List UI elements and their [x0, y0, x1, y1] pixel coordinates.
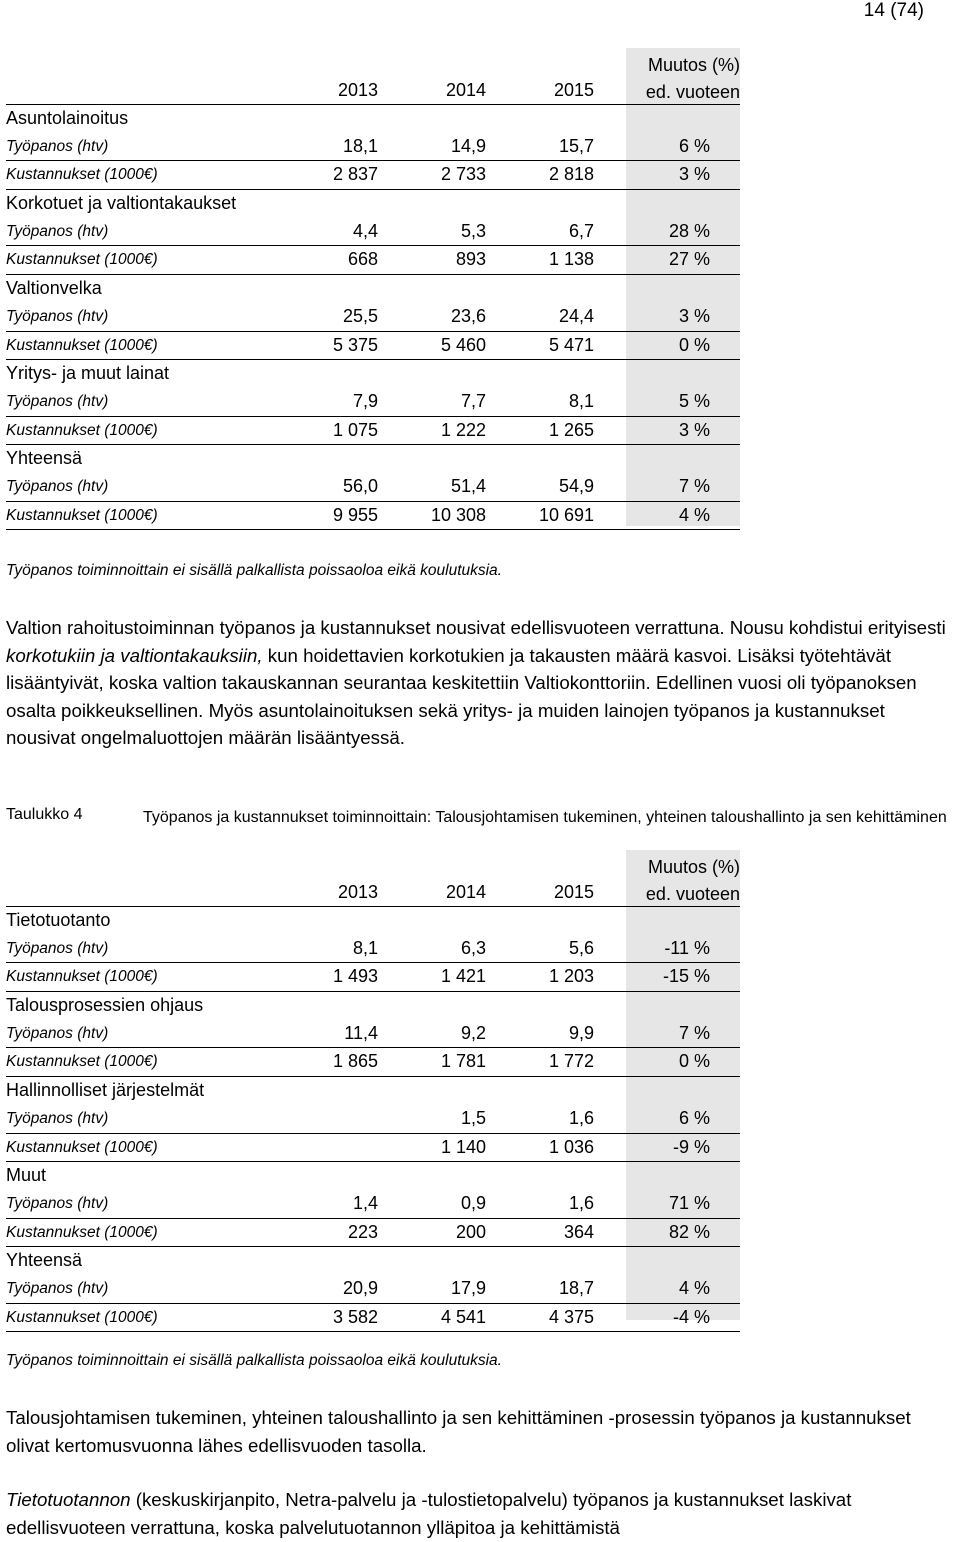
- value-2015: 24,4: [558, 305, 594, 326]
- value-2014: 10 308: [430, 504, 486, 525]
- table-row: [6, 1134, 740, 1163]
- value-2015: 4 375: [548, 1306, 594, 1327]
- table-row: [6, 502, 740, 531]
- category-row: [6, 275, 740, 303]
- value-2013: 56,0: [342, 475, 378, 496]
- value-2014: 0,9: [460, 1192, 486, 1213]
- value-2014: 17,9: [450, 1277, 486, 1298]
- year-2015-header: 2015: [553, 80, 594, 100]
- table-row: [6, 161, 740, 190]
- category-label: Talousprosessien ohjaus: [6, 995, 204, 1016]
- value-2014: 1 140: [440, 1136, 486, 1157]
- change-value: 0 %: [678, 334, 710, 355]
- change-value: 27 %: [668, 249, 710, 270]
- row-label: Kustannukset (1000€): [6, 166, 158, 184]
- row-label: Työpanos (htv): [6, 392, 109, 410]
- table-row: [6, 246, 740, 275]
- category-row: [6, 360, 740, 388]
- value-2015: 1 203: [548, 966, 594, 987]
- row-label: Työpanos (htv): [6, 137, 109, 155]
- category-label: Korkotuet ja valtiontakaukset: [6, 193, 237, 214]
- paragraph-3-italic: Tietotuotannon: [6, 1489, 131, 1510]
- value-2015: 1 265: [548, 419, 594, 440]
- value-2014: 2 733: [440, 164, 486, 185]
- year-2013-header: 2013: [337, 882, 378, 902]
- table-4-label: Taulukko 4: [6, 806, 83, 823]
- year-2014-header: 2014: [445, 80, 486, 100]
- paragraph-1-text: Valtion rahoitustoiminnan työpanos ja kustannukset nousivat edellisvuoteen verrattuna. Nousu kohdistui erityisesti: [6, 617, 946, 638]
- value-2014: 7,7: [460, 390, 486, 411]
- value-2013: 5 375: [332, 334, 378, 355]
- value-2013: 223: [347, 1221, 378, 1242]
- table-body: [6, 105, 740, 530]
- row-label: Kustannukset (1000€): [6, 1053, 158, 1071]
- category-label: Yritys- ja muut lainat: [6, 363, 170, 384]
- table-header: [6, 850, 740, 907]
- row-label: Työpanos (htv): [6, 1024, 109, 1042]
- value-2013: 1,4: [352, 1192, 378, 1213]
- year-2014-header: 2014: [445, 882, 486, 902]
- category-row: [6, 1077, 740, 1105]
- value-2013: 1 493: [332, 966, 378, 987]
- value-2014: 6,3: [460, 937, 486, 958]
- value-2014: 1 222: [440, 419, 486, 440]
- row-label: Kustannukset (1000€): [6, 1308, 158, 1326]
- value-2014: 200: [455, 1221, 486, 1242]
- value-2015: 2 818: [548, 164, 594, 185]
- table-row: [6, 935, 740, 964]
- category-label: Hallinnolliset järjestelmät: [6, 1080, 205, 1101]
- value-2013: 2 837: [332, 164, 378, 185]
- row-label: Kustannukset (1000€): [6, 968, 158, 986]
- value-2014: 51,4: [450, 475, 486, 496]
- table-row: [6, 1105, 740, 1134]
- table-row: [6, 1219, 740, 1248]
- row-label: Kustannukset (1000€): [6, 421, 158, 439]
- value-2013: 668: [347, 249, 378, 270]
- value-2015: 5 471: [548, 334, 594, 355]
- change-header: [624, 52, 740, 106]
- category-label: Yhteensä: [6, 448, 83, 469]
- change-value: 7 %: [678, 475, 710, 496]
- value-2015: 10 691: [538, 504, 594, 525]
- change-header: [624, 854, 740, 908]
- change-value: 6 %: [678, 135, 710, 156]
- value-2014: 893: [455, 249, 486, 270]
- table-row: [6, 1048, 740, 1077]
- value-2015: 1,6: [568, 1107, 594, 1128]
- change-value: -4 %: [672, 1306, 710, 1327]
- change-header-line2: ed. vuoteen: [645, 884, 740, 904]
- category-row: [6, 1162, 740, 1190]
- change-value: 6 %: [678, 1107, 710, 1128]
- year-2013-header: 2013: [337, 80, 378, 100]
- row-label: Työpanos (htv): [6, 1109, 109, 1127]
- table-4-note: Työpanos toiminnoittain ei sisällä palkallista poissaoloa eikä koulutuksia.: [6, 1352, 502, 1369]
- table-row: [6, 417, 740, 446]
- category-row: [6, 1247, 740, 1275]
- table-row: [6, 388, 740, 417]
- table-row: [6, 963, 740, 992]
- paragraph-3-text: (keskuskirjanpito, Netra-palvelu ja -tulostietopalvelu) työpanos ja kustannukset laskivat edellisvuoteen verrattuna, koska palvelutuotannon ylläpitoa ja kehittämistä: [6, 1489, 852, 1538]
- table-row: [6, 1190, 740, 1219]
- row-label: Työpanos (htv): [6, 222, 109, 240]
- category-label: Muut: [6, 1165, 47, 1186]
- change-value: -15 %: [662, 966, 710, 987]
- change-value: -11 %: [664, 937, 710, 958]
- row-label: Työpanos (htv): [6, 1279, 109, 1297]
- paragraph-2: Talousjohtamisen tukeminen, yhteinen taloushallinto ja sen kehittäminen -prosessin työpanos ja kustannukset olivat kertomusvuonna lähes edellisvuoden tasolla.: [6, 1407, 911, 1456]
- row-label: Työpanos (htv): [6, 307, 109, 325]
- value-2014: 1 421: [440, 966, 486, 987]
- paragraph-3: [6, 1486, 956, 1541]
- table-body: [6, 907, 740, 1332]
- value-2015: 364: [563, 1221, 594, 1242]
- value-2015: 54,9: [558, 475, 594, 496]
- table-4-caption: Työpanos ja kustannukset toiminnoittain: Talousjohtamisen tukeminen, yhteinen taloushallinto ja sen kehittäminen: [143, 809, 947, 826]
- category-row: [6, 992, 740, 1020]
- value-2014: 5 460: [440, 334, 486, 355]
- value-2014: 23,6: [450, 305, 486, 326]
- category-row: [6, 105, 740, 133]
- table-row: [6, 303, 740, 332]
- row-label: Kustannukset (1000€): [6, 1223, 158, 1241]
- change-value: 3 %: [678, 164, 710, 185]
- change-value: 4 %: [678, 504, 710, 525]
- table-row: [6, 1020, 740, 1049]
- value-2014: 1 781: [440, 1051, 486, 1072]
- page-number: 14 (74): [863, 0, 924, 21]
- table-1: [6, 48, 740, 530]
- change-value: 28 %: [668, 220, 710, 241]
- row-label: Työpanos (htv): [6, 477, 109, 495]
- value-2013: 20,9: [342, 1277, 378, 1298]
- change-value: 7 %: [678, 1022, 710, 1043]
- value-2015: 1 138: [548, 249, 594, 270]
- change-value: 3 %: [678, 419, 710, 440]
- table-row: [6, 1275, 740, 1304]
- value-2015: 5,6: [568, 937, 594, 958]
- value-2013: 1 865: [332, 1051, 378, 1072]
- value-2015: 6,7: [568, 220, 594, 241]
- value-2013: 7,9: [352, 390, 378, 411]
- value-2013: 1 075: [332, 419, 378, 440]
- row-label: Kustannukset (1000€): [6, 506, 158, 524]
- value-2014: 1,5: [460, 1107, 486, 1128]
- year-2015-header: 2015: [553, 882, 594, 902]
- value-2015: 15,7: [558, 135, 594, 156]
- table-1-note: Työpanos toiminnoittain ei sisällä palkallista poissaoloa eikä koulutuksia.: [6, 562, 502, 579]
- row-label: Kustannukset (1000€): [6, 251, 158, 269]
- category-row: [6, 190, 740, 218]
- row-label: Kustannukset (1000€): [6, 336, 158, 354]
- row-label: Työpanos (htv): [6, 939, 109, 957]
- value-2013: 8,1: [352, 937, 378, 958]
- value-2014: 9,2: [460, 1022, 486, 1043]
- category-label: Tietotuotanto: [6, 910, 111, 930]
- table-row: [6, 218, 740, 247]
- table-row: [6, 133, 740, 162]
- row-label: Kustannukset (1000€): [6, 1138, 158, 1156]
- category-label: Yhteensä: [6, 1250, 83, 1271]
- table-header: [6, 48, 740, 105]
- value-2013: 11,4: [344, 1022, 378, 1043]
- paragraph-1-italic: korkotukiin ja valtiontakauksiin,: [6, 644, 263, 666]
- change-header-line1: Muutos (%): [647, 857, 740, 877]
- change-value: 82 %: [668, 1221, 710, 1242]
- value-2015: 8,1: [568, 390, 594, 411]
- change-value: 71 %: [668, 1192, 710, 1213]
- value-2013: 4,4: [352, 220, 378, 241]
- category-label: Asuntolainoitus: [6, 108, 129, 128]
- value-2013: 3 582: [332, 1306, 378, 1327]
- table-row: [6, 1304, 740, 1333]
- category-row: [6, 907, 740, 935]
- value-2015: 1 772: [548, 1051, 594, 1072]
- value-2015: 9,9: [568, 1022, 594, 1043]
- paragraph-1-rest: kun hoidettavien korkotukien ja takausten määrä kasvoi. Lisäksi työtehtävät lisääntyivät, koska valtion takauskannan seurantaa keskitettiin Valtiokonttoriin. Edellinen vuosi oli työpanoksen osalta poikkeuksellinen. Myös asuntolainoituksen sekä yritys- ja muiden lainojen työpanos ja kustannukset nousivat ongelmaluottojen määrän lisääntyessä.: [6, 644, 917, 748]
- change-value: 3 %: [678, 305, 710, 326]
- value-2014: 4 541: [440, 1306, 486, 1327]
- table-4: [6, 850, 740, 1332]
- change-header-line1: Muutos (%): [647, 55, 740, 75]
- table-row: [6, 473, 740, 502]
- change-value: 4 %: [678, 1277, 710, 1298]
- value-2015: 1 036: [548, 1136, 594, 1157]
- value-2015: 1,6: [568, 1192, 594, 1213]
- change-value: 5 %: [678, 390, 710, 411]
- table-row: [6, 332, 740, 361]
- paragraph-1: [6, 614, 956, 752]
- value-2014: 14,9: [450, 135, 486, 156]
- category-label: Valtionvelka: [6, 278, 102, 299]
- value-2013: 25,5: [342, 305, 378, 326]
- change-value: 0 %: [678, 1051, 710, 1072]
- category-row: [6, 445, 740, 473]
- change-value: -9 %: [672, 1136, 710, 1157]
- value-2014: 5,3: [460, 220, 486, 241]
- value-2015: 18,7: [558, 1277, 594, 1298]
- change-header-line2: ed. vuoteen: [645, 82, 740, 102]
- value-2013: 9 955: [332, 504, 378, 525]
- row-label: Työpanos (htv): [6, 1194, 109, 1212]
- value-2013: 18,1: [342, 135, 378, 156]
